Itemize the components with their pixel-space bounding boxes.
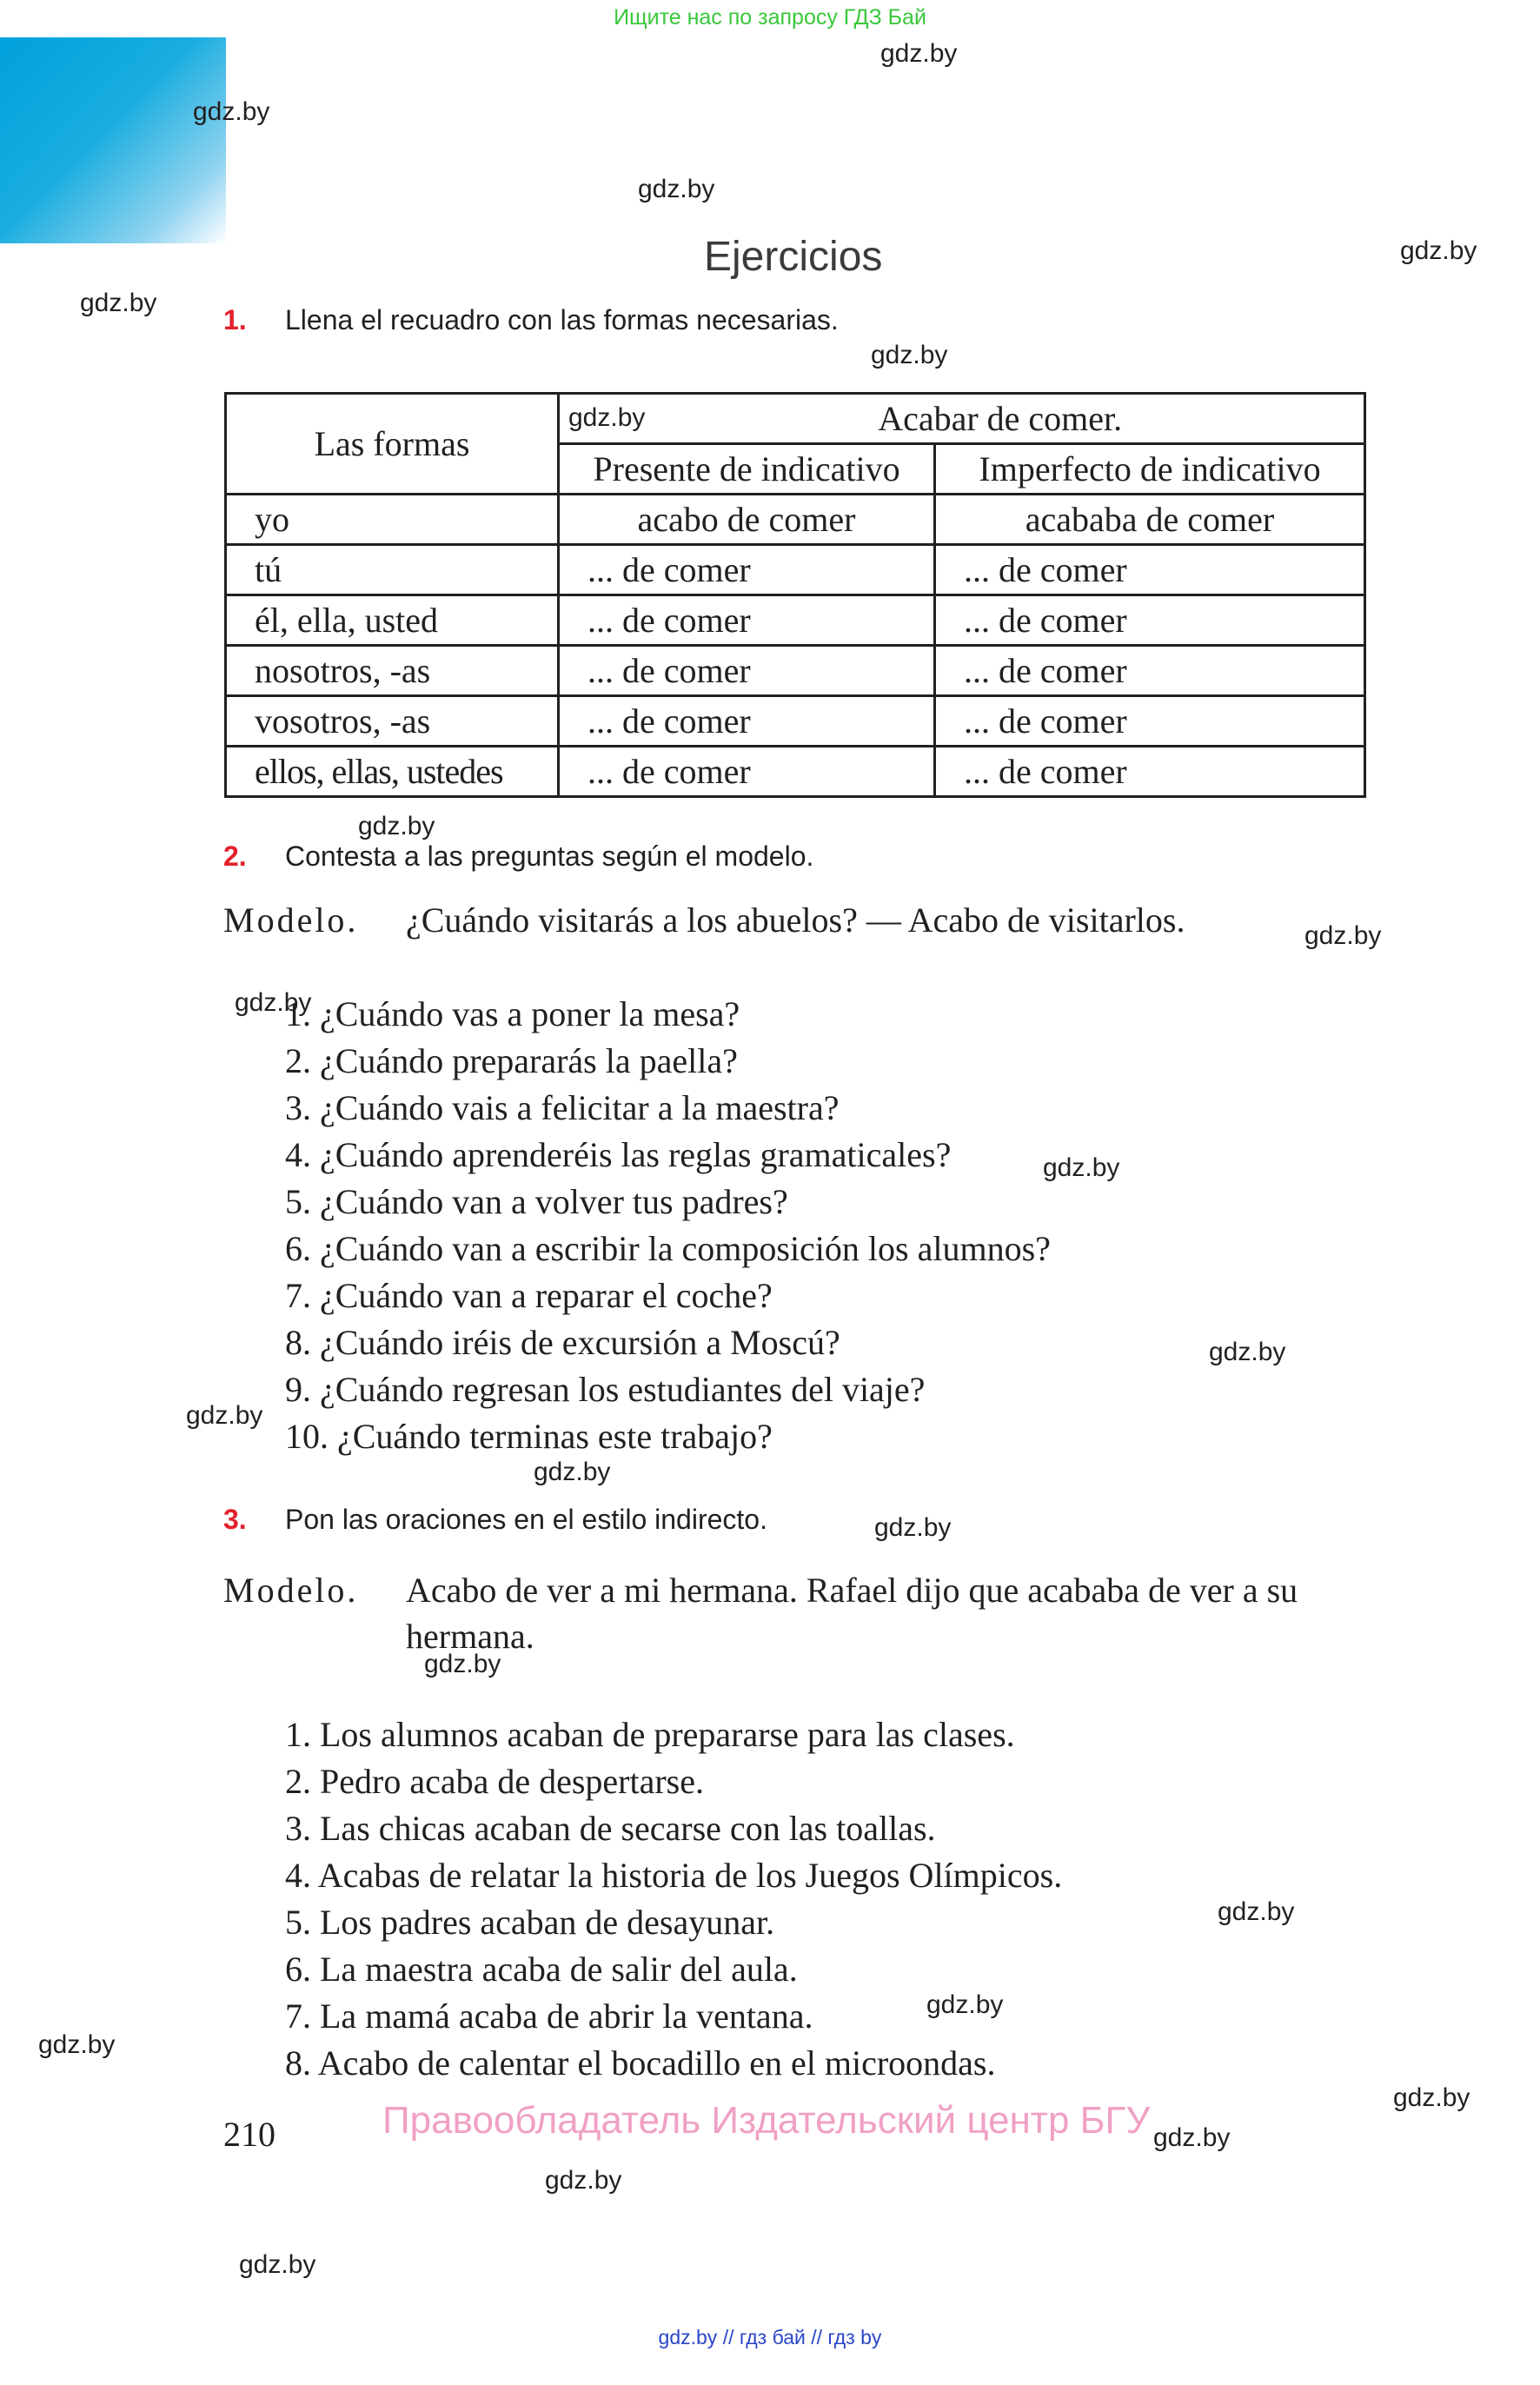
sentence-item: 3. Las chicas acaban de secarse con las toallas. [285,1809,936,1848]
modelo-example-continued: hermana. [406,1617,534,1656]
sentence-item: 2. Pedro acaba de despertarse. [285,1762,704,1801]
watermark: gdz.by [545,2166,622,2195]
watermark: gdz.by [1218,1897,1295,1926]
watermark: gdz.by [926,1990,1004,2019]
question-item: 8. ¿Cuándo iréis de excursión a Moscú? [285,1323,840,1362]
table-row: vosotros, -as ... de comer ... de comer [226,696,1365,747]
sentence-item: 4. Acabas de relatar la historia de los Juegos Olímpicos. [285,1856,1063,1895]
exercise-2-instruction: Contesta a las preguntas según el modelo. [285,840,814,872]
modelo-label: Modelo. [223,900,359,940]
exercise-1-instruction: Llena el recuadro con las formas necesarias. [285,304,839,335]
corner-decoration [0,37,226,243]
watermark: gdz.by [880,39,958,68]
watermark: gdz.by [38,2030,116,2059]
question-item: 7. ¿Cuándo van a reparar el coche? [285,1276,773,1315]
question-item: 3. ¿Cuándo vais a felicitar a la maestra? [285,1088,840,1127]
question-item: 1. ¿Cuándo vas a poner la mesa? [285,994,740,1033]
sentence-item: 5. Los padres acaban de desayunar. [285,1903,775,1942]
table-header-present: Presente de indicativo [559,444,935,495]
watermark: gdz.by [638,175,715,203]
page-heading: Ejercicios [704,234,883,280]
page-number: 210 [223,2115,275,2154]
watermark: gdz.by [186,1401,263,1430]
watermark: gdz.by [1393,2083,1470,2112]
watermark: gdz.by [424,1650,501,1678]
table-header-imperfect: Imperfecto de indicativo [935,444,1365,495]
watermark: gdz.by [1153,2123,1231,2152]
question-item: 5. ¿Cuándo van a volver tus padres? [285,1182,788,1221]
modelo-example: ¿Cuándo visitarás a los abuelos? — Acabo de visitarlos. [406,900,1185,940]
question-item: 6. ¿Cuándo van a escribir la composición los alumnos? [285,1229,1051,1268]
table-header-forms: Las formas [226,394,559,495]
table-header-verb: gdz.by Acabar de comer. [559,394,1365,444]
bottom-links[interactable]: gdz.by // гдз бай // гдз by [658,2326,882,2348]
exercise-3-number: 3. [223,1504,247,1535]
exercise-3-instruction: Pon las oraciones en el estilo indirecto. [285,1504,767,1535]
sentence-item: 7. La mamá acaba de abrir la ventana. [285,1996,813,2036]
watermark: gdz.by [358,812,435,840]
watermark: gdz.by [534,1458,611,1486]
watermark: gdz.by [80,289,157,317]
watermark: gdz.by [568,403,646,432]
table-row: él, ella, usted ... de comer ... de comer [226,595,1365,646]
sentence-item: 6. La maestra acaba de salir del aula. [285,1950,798,1989]
question-item: 4. ¿Cuándo aprenderéis las reglas gramaticales? [285,1135,952,1174]
exercise-1-number: 1. [223,304,247,335]
modelo-example: Acabo de ver a mi hermana. Rafael dijo que acababa de ver a su [406,1571,1298,1610]
watermark: gdz.by [1304,921,1382,950]
modelo-label: Modelo. [223,1571,359,1610]
watermark: gdz.by [1043,1153,1120,1182]
question-item: 2. ¿Cuándo prepararás la paella? [285,1041,738,1080]
conjugation-table [224,392,1366,798]
watermark: gdz.by [239,2250,316,2279]
table-row: ellos, ellas, ustedes ... de comer ... de comer [226,747,1365,797]
watermark: gdz.by [1400,236,1477,265]
watermark: gdz.by [193,97,270,126]
table-row: yo acabo de comer acababa de comer [226,495,1365,545]
top-banner[interactable]: Ищите нас по запросу ГДЗ Бай [614,5,926,30]
question-item: 10. ¿Cuándo terminas este trabajo? [285,1417,773,1456]
watermark: gdz.by [871,341,948,369]
table-row: nosotros, -as ... de comer ... de comer [226,646,1365,696]
question-item: 9. ¿Cuándo regresan los estudiantes del viaje? [285,1370,926,1409]
table-row: tú ... de comer ... de comer [226,545,1365,595]
sentence-item: 1. Los alumnos acaban de prepararse para las clases. [285,1715,1015,1754]
sentence-item: 8. Acabo de calentar el bocadillo en el microondas. [285,2043,996,2083]
watermark: gdz.by [874,1513,952,1542]
copyright-notice: Правообладатель Издательский центр БГУ [382,2099,1151,2142]
exercise-2-number: 2. [223,840,247,872]
watermark: gdz.by [235,988,312,1017]
watermark: gdz.by [1209,1338,1286,1366]
